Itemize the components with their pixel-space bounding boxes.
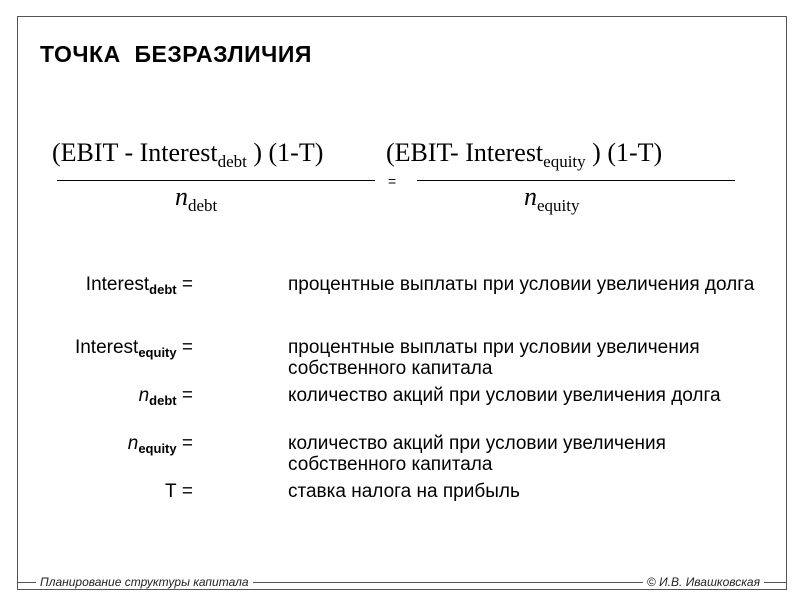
footer-right-text: © И.В. Ивашковская: [643, 575, 764, 589]
left-numerator: [52, 138, 323, 172]
term-equals: =: [176, 481, 193, 502]
left-denominator: [175, 182, 217, 216]
definition-description: количество акций при условии увеличения собственного капитала: [288, 433, 666, 475]
term-sub: debt: [149, 282, 177, 297]
right-fraction-line: [417, 180, 735, 181]
definition-description: ставка налога на прибыль: [288, 481, 520, 502]
term-text: n: [138, 385, 150, 406]
footer-left-text: Планирование структуры капитала: [36, 575, 253, 589]
slide-title: ТОЧКА БЕЗРАЗЛИЧИЯ: [40, 41, 312, 67]
definition-description: процентные выплаты при условии увеличения долга: [288, 274, 755, 295]
slide-frame: [17, 16, 787, 590]
left-denominator-sub: debt: [188, 196, 218, 215]
definition-term: [86, 274, 193, 297]
right-denominator: [524, 182, 580, 216]
term-text: T: [165, 481, 177, 502]
term-text: Interest: [74, 337, 139, 358]
term-equals: =: [176, 385, 193, 406]
equals-sign: =: [388, 173, 397, 189]
term-equals: =: [176, 274, 193, 295]
definition-description: количество акций при условии увеличения долга: [288, 385, 721, 406]
right-denominator-n: n: [524, 182, 537, 211]
term-sub: debt: [149, 393, 177, 408]
definition-term: [139, 385, 193, 408]
left-fraction-line: [57, 180, 375, 181]
definition-description: процентные выплаты при условии увеличения собственного капитала: [288, 337, 700, 379]
term-text: Interest: [85, 274, 150, 295]
right-numerator: [386, 138, 662, 172]
right-numerator-suffix: ) (1-T): [585, 138, 663, 167]
right-numerator-text: (EBIT- Interest: [386, 138, 544, 167]
right-denominator-sub: equity: [537, 196, 580, 215]
left-numerator-sub: debt: [217, 152, 247, 171]
right-numerator-sub: equity: [543, 152, 586, 171]
term-equals: =: [176, 433, 193, 454]
term-sub: equity: [138, 345, 177, 360]
definition-term: [128, 433, 193, 456]
definition-term: [165, 481, 193, 504]
term-equals: =: [176, 337, 193, 358]
left-numerator-suffix: ) (1-T): [246, 138, 324, 167]
definition-term: [75, 337, 193, 360]
left-numerator-text: (EBIT - Interest: [52, 138, 218, 167]
term-text: n: [127, 433, 139, 454]
term-sub: equity: [138, 441, 177, 456]
left-denominator-n: n: [175, 182, 188, 211]
